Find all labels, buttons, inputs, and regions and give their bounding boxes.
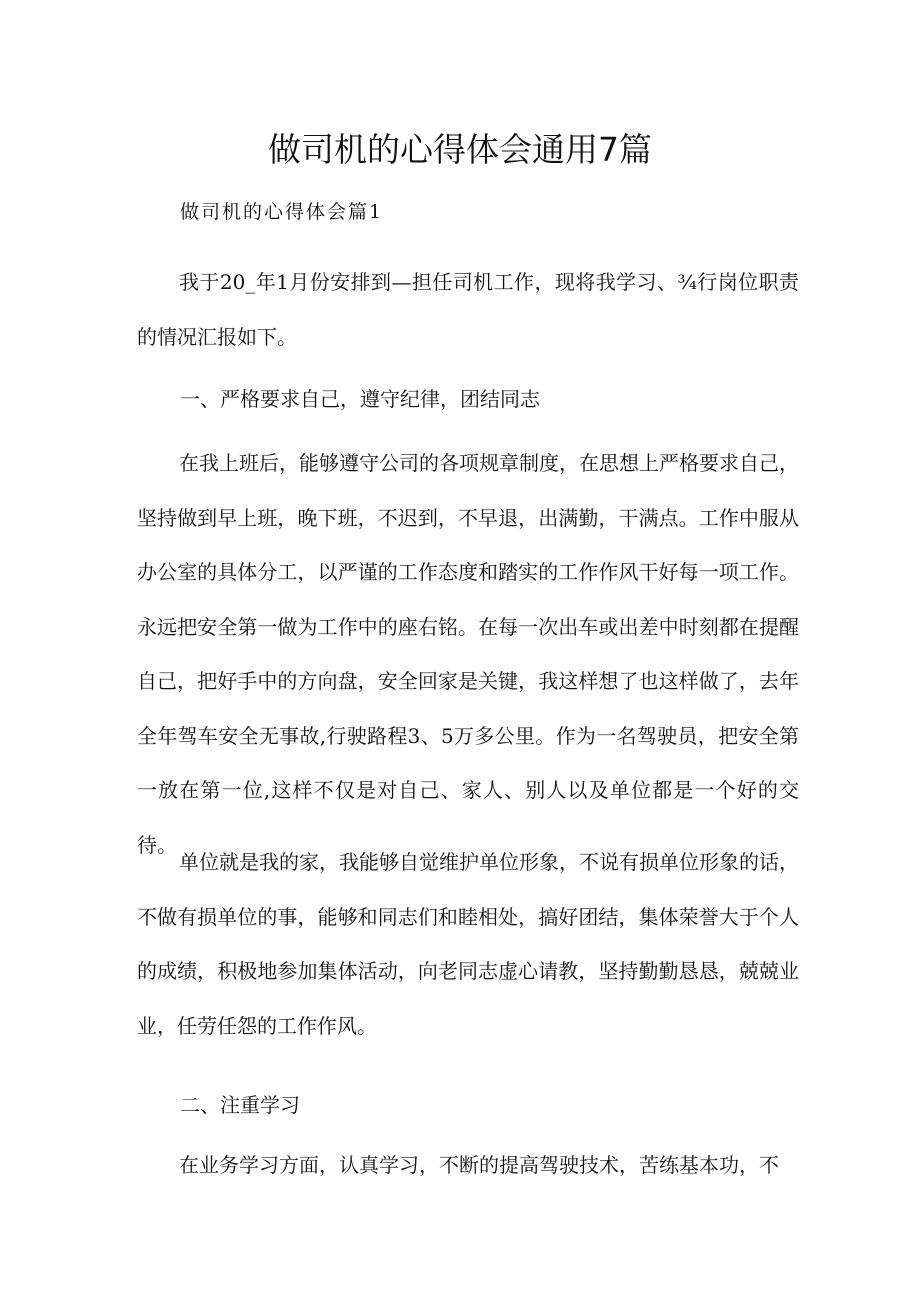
section-subtitle: 做司机的心得体会篇1: [180, 201, 384, 223]
paragraph-intro: 我于20_年1月份安排到—担任司机工作，现将我学习、¾行岗位职责的情况汇报如下。: [137, 270, 799, 349]
paragraph-study: 在业务学习方面，认真学习，不断的提高驾驶技术，苦练基本功，不: [179, 1153, 779, 1177]
paragraph-discipline: 在我上班后，能够遵守公司的各项规章制度，在思想上严格要求自己，坚持做到早上班，晚下班，不迟到，不早退，出满勤，干满点。工作中服从办公室的具体分工，以严谨的工作态度和踏实的工作作风干好每一项工作。永远把安全第一做为工作中的座右铭。在每一次出车或出差中时刻都在提醒自己，把好手中的方向盘，安全回家是关键，我这样想了也这样做了，去年全年驾车安全无事故,行驶路程3、5万多公里。作为一名驾驶员，把安全第一放在第一位,这样不仅是对自己、家人、别人以及单位都是一个好的交待。: [137, 451, 799, 857]
paragraph-unit: 单位就是我的家，我能够自觉维护单位形象，不说有损单位形象的话，不做有损单位的事，能够和同志们和睦相处，搞好团结，集体荣誉大于个人的成绩，积极地参加集体活动，向老同志虚心请教，坚持勤勤恳恳，兢兢业业，任劳任怨的工作作风。: [137, 850, 799, 1038]
heading-discipline: 一、严格要求自己，遵守纪律，团结同志: [180, 387, 540, 411]
heading-study: 二、注重学习: [180, 1093, 300, 1117]
document-title: 做司机的心得体会通用7篇: [268, 130, 652, 169]
